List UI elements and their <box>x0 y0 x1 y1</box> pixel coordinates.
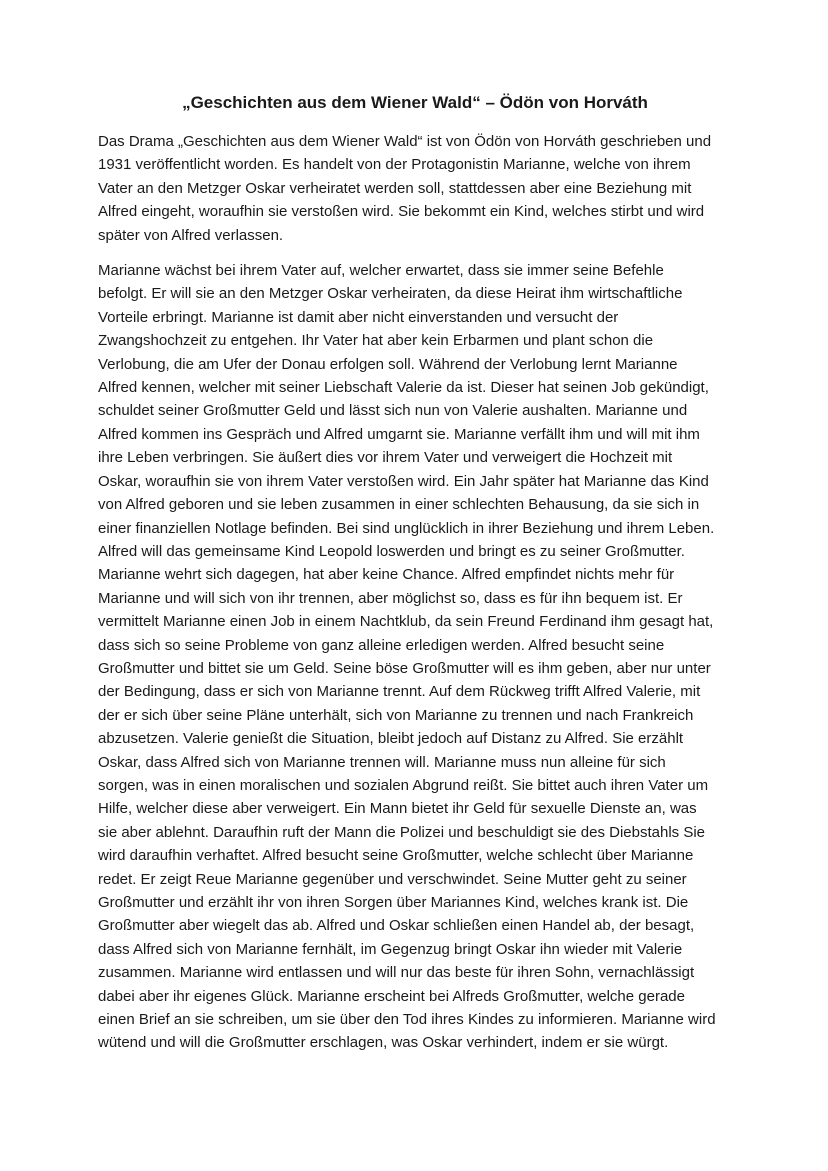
text-line: Vorteile erbringt. Marianne ist damit aber nicht einverstanden und versucht der <box>98 308 619 326</box>
paragraph <box>98 130 732 247</box>
text-line: Vater an den Metzger Oskar verheiratet werden soll, stattdessen aber eine Beziehung mit <box>98 179 692 197</box>
text-line: Alfred kommen ins Gespräch und Alfred umgarnt sie. Marianne verfällt ihm und will mit ihm <box>98 425 700 443</box>
text-line: von Alfred geboren und sie leben zusammen in einer schlechten Behausung, da sie sich in <box>98 496 700 514</box>
text-line: ihre Leben verbringen. Sie äußert dies vor ihrem Vater und verweigert die Hochzeit mit <box>98 449 673 467</box>
document-body <box>98 130 732 1055</box>
text-line: der er sich über seine Pläne unterhält, sich von Marianne zu trennen und nach Frankreich <box>98 706 694 724</box>
text-line: Großmutter aber wiegelt das ab. Alfred und Oskar schließen einen Handel ab, der besagt, <box>98 917 695 935</box>
document-page <box>98 92 732 1067</box>
text-line: Zwangshochzeit zu entgehen. Ihr Vater hat aber kein Erbarmen und plant schon die <box>98 332 654 350</box>
text-line: Großmutter und bittet sie um Geld. Seine böse Großmutter will es ihm geben, aber nur unter <box>98 659 711 677</box>
text-line: Verlobung, die am Ufer der Donau erfolgen soll. Während der Verlobung lernt Marianne <box>98 355 678 373</box>
text-line: Alfred will das gemeinsame Kind Leopold loswerden und bringt es zu seiner Großmutter. <box>98 542 685 560</box>
text-line: schuldet seiner Großmutter Geld und lässt sich nun von Valerie aushalten. Marianne und <box>98 402 688 420</box>
text-line: einen Brief an sie schreiben, um sie über den Tod ihres Kindes zu informieren. Marianne wird <box>98 1011 716 1029</box>
text-line: einer finanziellen Notlage befinden. Bei sind unglücklich in ihrer Beziehung und ihrem Leben. <box>98 519 715 537</box>
text-line: befolgt. Er will sie an den Metzger Oskar verheiraten, da diese Heirat ihm wirtschaftliche <box>98 285 683 303</box>
text-line: später von Alfred verlassen. <box>98 226 284 244</box>
text-line: sie aber ablehnt. Daraufhin ruft der Mann die Polizei und beschuldigt sie des Diebstahls Sie <box>98 823 706 841</box>
text-line: Hilfe, welcher diese aber verweigert. Ein Mann bietet ihr Geld für sexuelle Dienste an, was <box>98 800 697 818</box>
text-line: dabei aber ihr eigenes Glück. Marianne erscheint bei Alfreds Großmutter, welche gerade <box>98 987 685 1005</box>
text-line: Marianne wächst bei ihrem Vater auf, welcher erwartet, dass sie immer seine Befehle <box>98 262 664 280</box>
text-line: Oskar, dass Alfred sich von Marianne trennen will. Marianne muss nun alleine für sich <box>98 753 666 771</box>
text-line: Marianne und will sich von ihr trennen, aber möglichst so, dass es für ihn bequem ist. Er <box>98 589 683 607</box>
text-line: sorgen, was in einen moralischen und sozialen Abgrund reißt. Sie bittet auch ihren Vater um <box>98 776 709 794</box>
text-line: der Bedingung, dass er sich von Marianne trennt. Auf dem Rückweg trifft Alfred Valerie, mit <box>98 683 701 701</box>
text-line: dass Alfred sich von Marianne fernhält, im Gegenzug bringt Oskar ihn wieder mit Valerie <box>98 940 683 958</box>
text-line: Marianne wehrt sich dagegen, hat aber keine Chance. Alfred empfindet nichts mehr für <box>98 566 675 584</box>
text-line: wird daraufhin verhaftet. Alfred besucht seine Großmutter, welche schlecht über Marianne <box>98 847 694 865</box>
text-line: zusammen. Marianne wird entlassen und will nur das beste für ihren Sohn, vernachlässigt <box>98 964 695 982</box>
text-line: wütend und will die Großmutter erschlagen, was Oskar verhindert, indem er sie würgt. <box>98 1034 669 1052</box>
paragraph <box>98 259 732 1055</box>
text-line: Das Drama „Geschichten aus dem Wiener Wald“ ist von Ödön von Horváth geschrieben und <box>98 133 712 150</box>
text-line: dass sich so seine Probleme von ganz alleine erledigen werden. Alfred besucht seine <box>98 636 665 654</box>
document-title: „Geschichten aus dem Wiener Wald“ – Ödön von Horváth <box>182 93 648 112</box>
text-line: redet. Er zeigt Reue Marianne gegenüber und verschwindet. Seine Mutter geht zu seiner <box>98 870 687 888</box>
text-line: Alfred eingeht, woraufhin sie verstoßen wird. Sie bekommt ein Kind, welches stirbt und wird <box>98 203 705 221</box>
text-line: Großmutter und erzählt ihr von ihren Sorgen über Mariannes Kind, welches krank ist. Die <box>98 894 689 911</box>
text-line: abzusetzen. Valerie genießt die Situation, bleibt jedoch auf Distanz zu Alfred. Sie erzählt <box>98 730 684 748</box>
text-line: 1931 veröffentlicht worden. Es handelt von der Protagonistin Marianne, welche von ihrem <box>98 156 691 174</box>
text-line: vermittelt Marianne einen Job in einem Nachtklub, da sein Freund Ferdinand ihm gesagt hat, <box>98 613 714 631</box>
text-line: Alfred kennen, welcher mit seiner Liebschaft Valerie da ist. Dieser hat seinen Job gekündigt, <box>98 379 709 397</box>
text-line: Oskar, woraufhin sie von ihrem Vater verstoßen wird. Ein Jahr später hat Marianne das Kind <box>98 472 709 490</box>
